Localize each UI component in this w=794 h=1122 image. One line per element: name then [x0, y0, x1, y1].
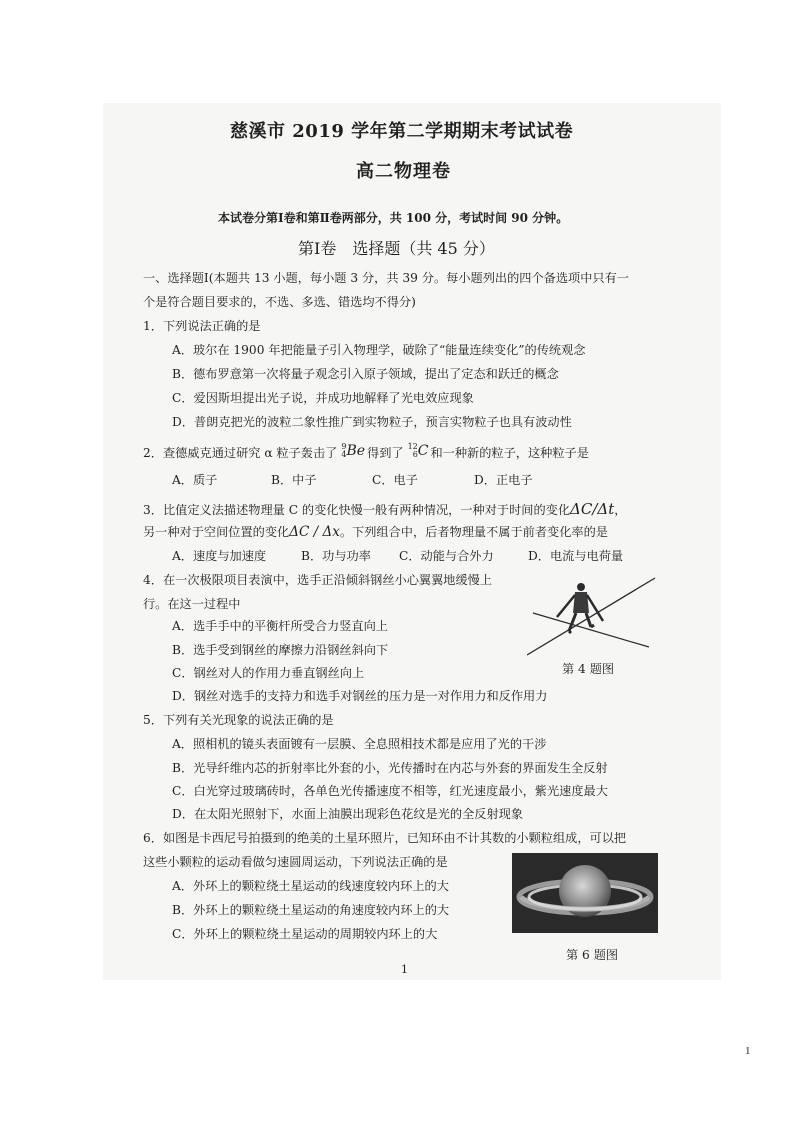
be-mass-number: 9	[341, 442, 347, 451]
q1-option-d: D．普朗克把光的波粒二象性推广到实物粒子，预言实物粒子也具有波动性	[172, 415, 572, 429]
carbon-nuclide	[408, 443, 429, 459]
section-title: 第Ⅰ卷 选择题（共 45 分）	[298, 239, 495, 258]
q3-option-b: B．功与功率	[301, 549, 371, 563]
q2-option-b: B．中子	[271, 473, 317, 487]
q2-stem	[143, 443, 589, 459]
q2-option-d: D．正电子	[474, 473, 533, 487]
q4-line-2: 行。在这一过程中	[143, 597, 241, 611]
beryllium-nuclide	[341, 443, 365, 459]
q5-stem: 5．下列有关光现象的说法正确的是	[143, 713, 334, 727]
q1-stem: 1．下列说法正确的是	[143, 319, 261, 333]
q2-stem-b: 得到了	[367, 445, 404, 460]
q5-option-c: C．白光穿过玻璃砖时，各单色光传播速度不相等，红光速度最小，紫光速度最大	[172, 784, 608, 798]
exam-note: 本试卷分第Ⅰ卷和第Ⅱ卷两部分，共 100 分，考试时间 90 分钟。	[218, 211, 569, 225]
q1-option-c: C．爱因斯坦提出光子说，并成功地解释了光电效应现象	[172, 391, 474, 405]
q4-option-b: B．选手受到钢丝的摩擦力沿钢丝斜向下	[172, 643, 389, 657]
q6-line-2: 这些小颗粒的运动看做匀速圆周运动，下列说法正确的是	[143, 855, 448, 869]
q5-option-b: B．光导纤维内芯的折射率比外套的小，光传播时在内芯与外套的界面发生全反射	[172, 761, 608, 775]
q3-line-1: 3．比值定义法描述物理量 C 的变化快慢一般有两种情况，一种对于时间的变化ΔC/Δt，	[143, 500, 627, 518]
q6-option-c: C．外环上的颗粒绕土星运动的周期较内环上的大	[172, 927, 438, 941]
q3-ratio-space: ΔC / Δx	[289, 524, 340, 540]
q5-option-a: A．照相机的镜头表面镀有一层膜、全息照相技术都是应用了光的干涉	[172, 737, 547, 751]
exam-subtitle: 高二物理卷	[356, 161, 451, 182]
c-symbol: C	[417, 443, 429, 459]
q4-option-a: A．选手手中的平衡杆所受合力竖直向上	[172, 619, 388, 633]
q3-ratio-time: ΔC/Δt	[570, 500, 615, 518]
c-mass-number: 12	[407, 442, 418, 451]
tightrope-walker-figure	[527, 575, 657, 660]
q6-option-a: A．外环上的颗粒绕土星运动的线速度较内环上的大	[172, 879, 449, 893]
q3-option-d: D．电流与电荷量	[528, 549, 624, 563]
q6-figure-caption: 第 6 题图	[566, 948, 619, 962]
q2-stem-a: 2．查德威克通过研究 α 粒子轰击了	[143, 445, 338, 460]
q5-option-d: D．在太阳光照射下，水面上油膜出现彩色花纹是光的全反射现象	[172, 807, 524, 821]
part-intro-line-1: 一、选择题Ⅰ(本题共 13 小题，每小题 3 分，共 39 分。每小题列出的四个备选项中只有一	[143, 271, 629, 285]
q4-option-c: C．钢丝对人的作用力垂直钢丝向上	[172, 666, 365, 680]
q2-stem-c: 和一种新的粒子，这种粒子是	[430, 445, 589, 460]
inner-page-number: 1	[401, 963, 408, 976]
saturn-photo	[512, 853, 658, 933]
q1-option-a: A．玻尔在 1900 年把能量子引入物理学，破除了“能量连续变化”的传统观念	[172, 343, 586, 357]
q3-option-a: A．速度与加速度	[172, 549, 267, 563]
c-atomic-number: 6	[412, 450, 418, 459]
q2-option-c: C．电子	[372, 473, 418, 487]
q6-line-1: 6．如图是卡西尼号拍摄到的绝美的土星环照片，已知环由不计其数的小颗粒组成，可以把	[143, 831, 627, 845]
scanned-page	[103, 103, 721, 980]
outer-page-number: 1	[745, 1045, 751, 1057]
q4-line-1: 4．在一次极限项目表演中，选手正沿倾斜钢丝小心翼翼地缓慢上	[143, 573, 493, 587]
q3-option-c: C．动能与合外力	[399, 549, 494, 563]
q1-option-b: B．德布罗意第一次将量子观念引入原子领域，提出了定态和跃迁的概念	[172, 367, 559, 381]
be-atomic-number: 4	[341, 450, 347, 459]
q4-option-d: D．钢丝对选手的支持力和选手对钢丝的压力是一对作用力和反作用力	[172, 689, 548, 703]
be-symbol: Be	[346, 443, 366, 459]
exam-title: 慈溪市 2019 学年第二学期期末考试试卷	[230, 121, 574, 142]
q2-option-a: A．质子	[172, 473, 218, 487]
q3-line-2: 另一种对于空间位置的变化ΔC / Δx。下列组合中，后者物理量不属于前者变化率的是	[143, 524, 608, 540]
q6-option-b: B．外环上的颗粒绕土星运动的角速度较内环上的大	[172, 903, 450, 917]
part-intro-line-2: 个是符合题目要求的，不选、多选、错选均不得分)	[143, 295, 416, 309]
q4-figure-caption: 第 4 题图	[562, 662, 615, 676]
